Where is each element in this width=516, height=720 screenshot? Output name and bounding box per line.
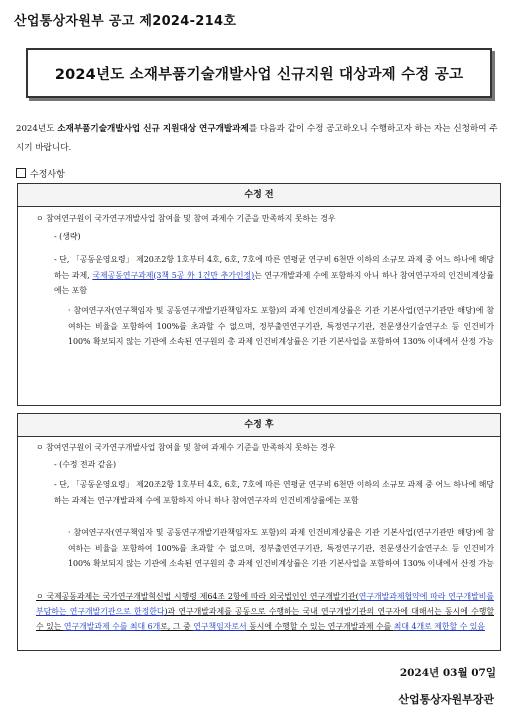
before-line-3-text-2: 는 연구개발과제 수에 포함하지 아니 하나 참여연구자의 인건비계상률에는 포함 [54,270,495,296]
before-line-3-text: - 단, 「공동운영요령」 제20조2항 1호부터 4호, 6호, 7호에 따른 연평균 연구비 6천만 이하의 소규모 과제 중 어느 하나에 해당하는 과제, [54,255,494,280]
after-header: 수정 후 [18,414,500,437]
after-new-highlight-d: 연구개발과제 수를 최대 6개 [63,622,161,631]
before-line-1: ㅇ 참여연구원이 국가연구개발사업 참여율 및 참여 과제수 기준을 만족하지 못하는 경우 [36,214,336,223]
before-table [17,183,501,406]
notice-date: 2024년 03월 07일 [399,667,496,679]
before-line-2: - (생략) [54,232,81,241]
after-line-3: - 단, 「공동운영요령」 제20조2항 1호부터 4호, 6호, 7호에 따른 연평균 연구비 6천만 이하의 소규모 과제 중 어느 하나에 해당하는 과제는 연구개발과제 수에 포함하지 아니 하나 참여연구자의 인건비계상률에는 포함 [54,480,494,505]
intro-paragraph [16,120,502,158]
intro-text-1: 2024년도 [16,124,58,134]
after-new-text-a: ㅇ 국제공동과제는 국가연구개발혁신법 시행령 제64조 2항에 따라 외국법인인 연구개발기관( [36,592,359,601]
after-new-text-e: 로, 그 중 [160,622,194,631]
section-heading [16,167,65,180]
after-line-1: ㅇ 참여연구원이 국가연구개발사업 참여율 및 참여 과제수 기준을 만족하지 못하는 경우 [36,443,336,452]
intro-text-2: 를 다음과 같이 수정 공고하오니 수행하고자 하는 자는 신청하여 주시기 바랍니다. [16,124,498,153]
before-line-4: · 참여연구자(연구책임자 및 공동연구개발기관책임자도 포함)의 과제 인건비계상률은 기관 기본사업(연구기관만 해당)에 참여하는 비율을 포함하여 100%를 초과할 수 없으며, 정부출연연구기관, 특정연구기관, 전문생산기술연구소 등 인건비가 100% 확보되지 않는 기관에 소속된 연구원의 총 과제 인건비계상률은 기관 기본사업을 포함하여 130% 이내에서 산정 가능 [68,306,494,347]
after-new-highlight-f: 연구책임자로서 [193,622,247,631]
after-new-highlight-b: 연구개발과제협약에 따라 연구개발비를 부담하는 연구개발기관으로 한정한다 [36,592,494,616]
after-table [17,413,501,651]
before-header: 수정 전 [18,184,500,207]
before-line-3 [54,252,494,299]
after-line-4: · 참여연구자(연구책임자 및 공동연구개발기관책임자도 포함)의 과제 인건비계상률은 기관 기본사업(연구기관만 해당)에 참여하는 비율을 포함하여 100%를 초과할 수 없으며, 정부출연연구기관, 특정연구기관, 전문생산기술연구소 등 인건비가 100% 확보되지 않는 기관에 소속된 연구원의 총 과제 인건비계상률은 기관 기본사업을 포함하여 130% 이내에서 산정 가능 [68,528,494,569]
after-line-2: - (수정 전과 같음) [54,460,117,469]
section-heading-label: 수정사항 [30,170,65,180]
signer: 산업통상자원부장관 [398,693,494,706]
after-new-text-c: )과 연구개발과제를 공동으로 수행하는 국내 연구개발기관의 연구자에 대해서는 동시에 수행할 수 있는 [36,607,494,631]
checkbox-square-icon [16,168,26,178]
page-title: 2024년도 소재부품기술개발사업 신규지원 대상과제 수정 공고 [54,66,464,83]
after-new-paragraph [36,589,494,634]
title-box [26,48,492,98]
notice-number: 산업통상자원부 공고 제2024-214호 [14,14,237,29]
before-line-3-highlight: 국제공동연구과제(3책 5공 外 1건만 추가인정) [92,270,255,280]
after-new-highlight-h: 최대 4개로 제한할 수 있음 [393,622,485,631]
intro-bold-text: 소재부품기술개발사업 신규 지원대상 연구개발과제 [57,124,249,134]
after-new-text-g: 동시에 수행할 수 있는 연구개발과제 수를 [246,622,394,631]
